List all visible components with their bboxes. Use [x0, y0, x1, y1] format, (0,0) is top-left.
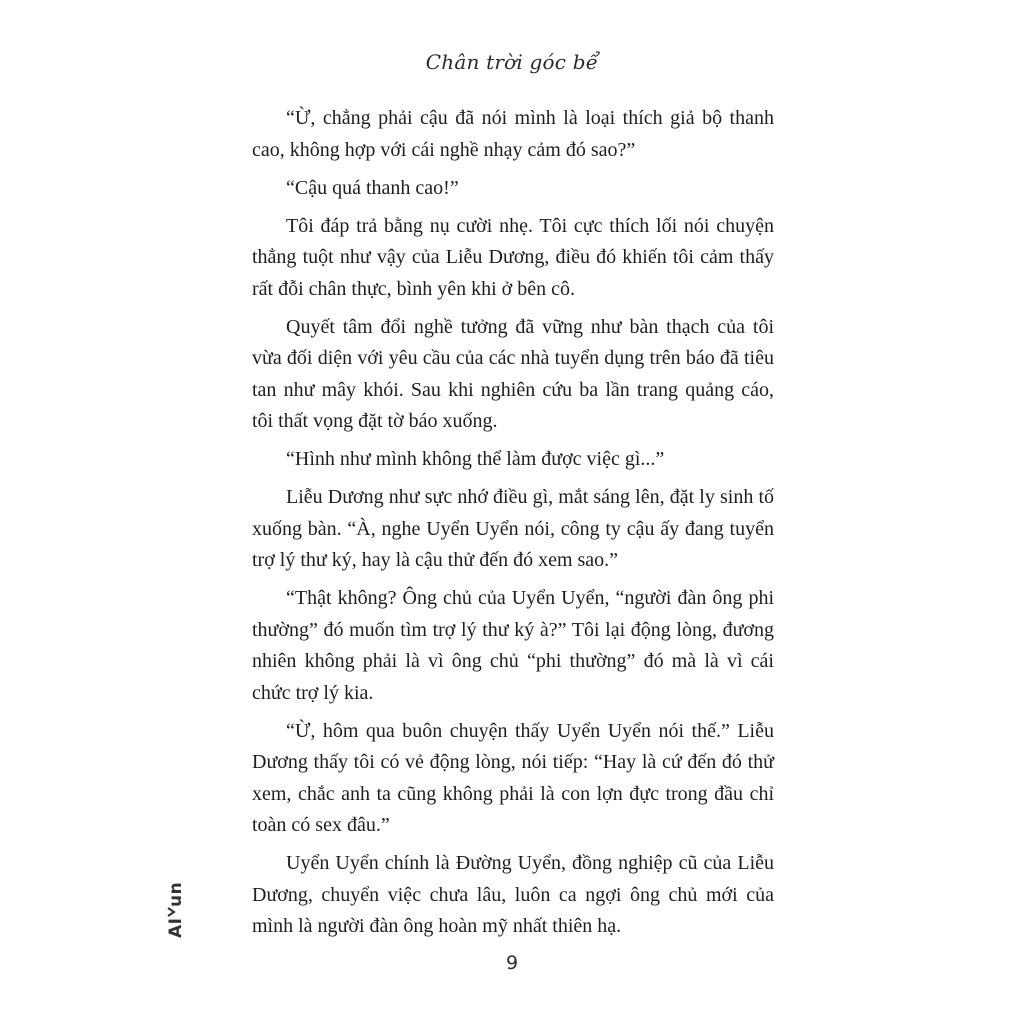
paragraph: Tôi đáp trả bằng nụ cười nhẹ. Tôi cực thích lối nói chuyện thẳng tuột như vậy của Liễu Dương, điều đó khiến tôi cảm thấy rất đỗi chân thực, bình yên khi ở bên cô. [252, 214, 774, 300]
svg-text:un: un [166, 881, 186, 907]
paragraph: Uyển Uyển chính là Đường Uyển, đồng nghiệp cũ của Liễu Dương, chuyển việc chưa lâu, luôn ca ngợi ông chủ mới của mình là người đàn ông hoàn mỹ nhất thiên hạ. [252, 852, 774, 937]
body-text [252, 103, 774, 949]
publisher-logo [164, 878, 186, 938]
publisher-logo-icon [164, 876, 186, 938]
paragraph: “Ừ, hôm qua buôn chuyện thấy Uyển Uyển nói thế.” Liễu Dương thấy tôi có vẻ động lòng, nói tiếp: “Hay là cứ đến đó thử xem, chắc anh ta cũng không phải là con lợn đực trong đầu chỉ toàn có sex đâu.” [252, 719, 774, 836]
paragraph: Liễu Dương như sực nhớ điều gì, mắt sáng lên, đặt ly sinh tố xuống bàn. “À, nghe Uyển Uyển nói, công ty cậu ấy đang tuyển trợ lý thư ký, hay là cậu thử đến đó xem sao.” [252, 486, 774, 571]
paragraph: Quyết tâm đổi nghề tưởng đã vững như bàn thạch của tôi vừa đối diện với yêu cầu của các nhà tuyển dụng trên báo đã tiêu tan như mây khói. Sau khi nghiên cứu ba lần trang quảng cáo, tôi thất vọng đặt tờ báo xuống. [252, 315, 774, 432]
paragraph: “Hình như mình không thể làm được việc gì...” [286, 448, 665, 470]
paragraph: “Ừ, chẳng phải cậu đã nói mình là loại thích giả bộ thanh cao, không hợp với cái nghề nhạy cảm đó sao?” [252, 107, 774, 161]
running-header-title: Chân trời góc bể [425, 50, 599, 74]
page-number: 9 [505, 952, 519, 974]
paragraph: “Cậu quá thanh cao!” [286, 176, 459, 199]
paragraph: “Thật không? Ông chủ của Uyển Uyển, “người đàn ông phi thường” đó muốn tìm trợ lý thư ký à?” Tôi lại động lòng, đương nhiên không phải là vì ông chủ “phi thường” đó mà là vì cái chức trợ lý kia. [252, 587, 774, 704]
svg-text:AI: AI [166, 917, 186, 938]
